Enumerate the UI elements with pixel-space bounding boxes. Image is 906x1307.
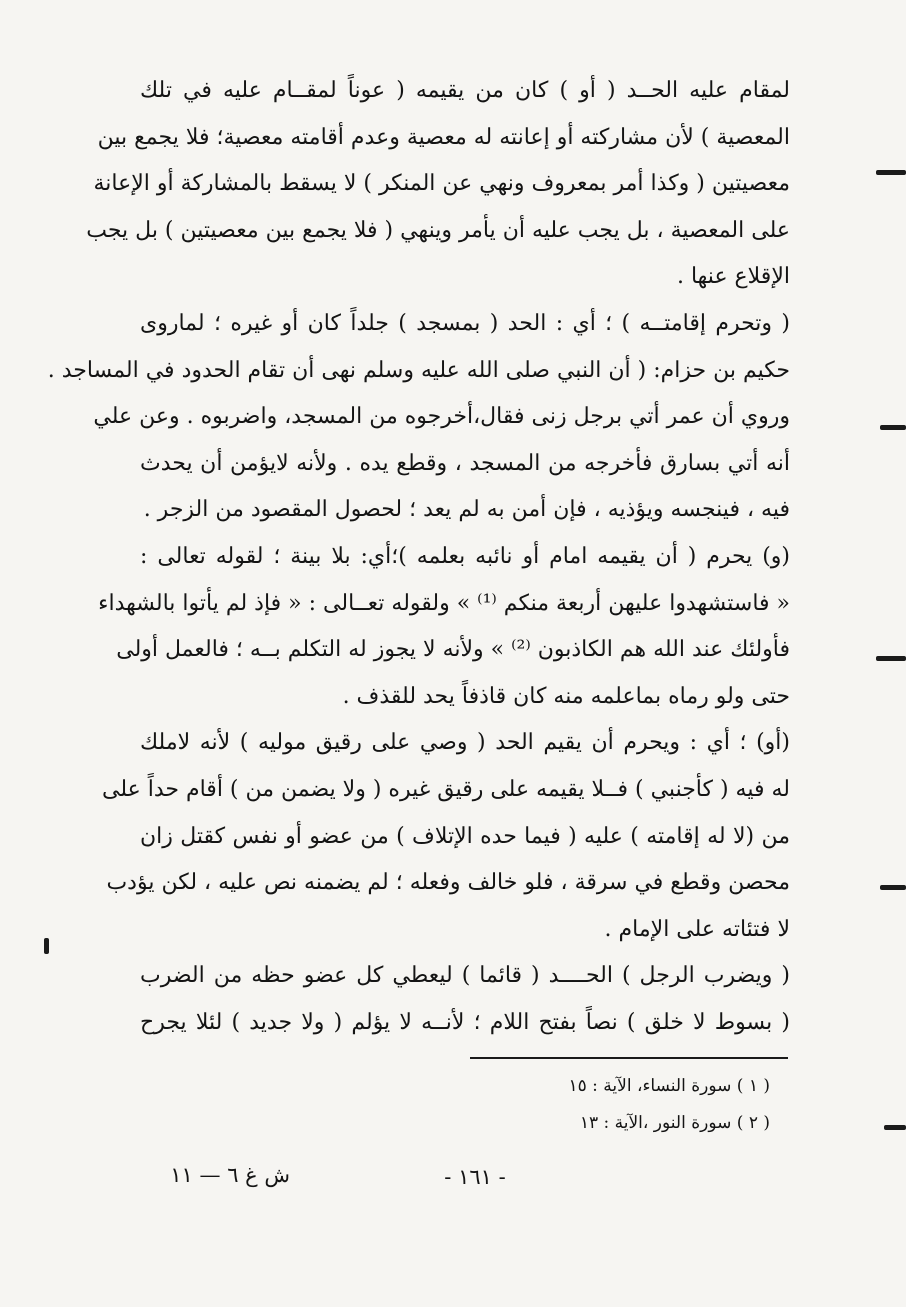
text-line: (و) يحرم ( أن يقيمه امام أو نائبه بعلمه )؛أي: بلا بينة ؛ لقوله تعالى : (140, 543, 790, 569)
text-line: محصن وقطع في سرقة ، فلو خالف وفعله ؛ لم يضمنه نص عليه ، لكن يؤدب (106, 870, 790, 896)
text-line: المعصية ) لأن مشاركته أو إعانته له معصية وعدم أقامته معصية؛ فلا يجمع بين (97, 124, 790, 150)
text-line: له فيه ( كأجنبي ) فــلا يقيمه على رقيق غيره ( ولا يضمن من ) أقام حداً على (101, 776, 790, 802)
signature-code: ش غ ٦ — ١١ (170, 1163, 290, 1187)
text-line: لا فتئاته على الإمام . (604, 916, 790, 942)
text-line: فأولئك عند الله هم الكاذبون ⁽²⁾ » ولأنه لا يجوز له التكلم بــه ؛ فالعمل أولى (116, 637, 790, 663)
footnote-item: ( ٢ ) سورة النور ،الآية : ١٣ (579, 1113, 770, 1133)
margin-mark (876, 170, 906, 175)
text-line: على المعصية ، بل يجب عليه أن يأمر وينهي ( فلا يجمع بين معصيتين ) بل يجب (86, 217, 790, 243)
text-line: حكيم بن حزام: ( أن النبي صلى الله عليه وسلم نهى أن تقام الحدود في المساجد . (47, 357, 790, 383)
text-line: معصيتين ( وكذا أمر بمعروف ونهي عن المنكر ) لا يسقط بالمشاركة أو الإعانة (93, 171, 790, 197)
text-line: (أو) ؛ أي : ويحرم أن يقيم الحد ( وصي على رقيق موليه ) لأنه لاملك (140, 730, 790, 756)
margin-mark (880, 425, 906, 430)
text-line: لمقام عليه الحــد ( أو ) كان من يقيمه ( عوناً لمقــام عليه في تلك (140, 78, 790, 103)
margin-mark (880, 885, 906, 890)
text-line: ( وتحرم إقامتــه ) ؛ أي : الحد ( بمسجد ) جلداً كان أو غيره ؛ لماروى (140, 310, 790, 336)
footnote-item: ( ١ ) سورة النساء، الآية : ١٥ (568, 1076, 770, 1096)
text-line: من (لا له إقامته ) عليه ( فيما حده الإتلاف ) من عضو أو نفس كقتل زان (140, 823, 790, 849)
page-number: - ١٦١ - (444, 1165, 506, 1189)
text-line: أنه أتي بسارق فأخرجه من المسجد ، وقطع يده . ولأنه لايؤمن أن يحدث (140, 450, 790, 476)
text-line: « فاستشهدوا عليهن أربعة منكم ⁽¹⁾ » ولقوله تعــالى : « فإذ لم يأتوا بالشهداء (98, 590, 790, 616)
margin-mark (884, 1125, 906, 1130)
main-text (47, 68, 790, 1046)
text-line: الإقلاع عنها . (676, 264, 790, 290)
footnotes (470, 1068, 770, 1142)
text-line: وروي أن عمر أتي برجل زنى فقال،أخرجوه من المسجد، واضربوه . وعن علي (93, 404, 790, 430)
footnote-divider (470, 1057, 788, 1059)
text-line: فيه ، فينجسه ويؤذيه ، فإن أمن به لم يعد ؛ لحصول المقصود من الزجر . (143, 497, 790, 523)
text-line: ( بسوط لا خلق ) نصاً بفتح اللام ؛ لأنــه لا يؤلم ( ولا جديد ) لئلا يجرح (140, 1009, 790, 1035)
text-line: ( ويضرب الرجل ) الحــــد ( قائما ) ليعطي كل عضو حظه من الضرب (140, 963, 790, 989)
margin-mark (876, 656, 906, 661)
text-line: حتى ولو رماه بماعلمه منه كان قاذفاً يحد للقذف . (342, 683, 790, 709)
margin-mark (44, 938, 49, 954)
